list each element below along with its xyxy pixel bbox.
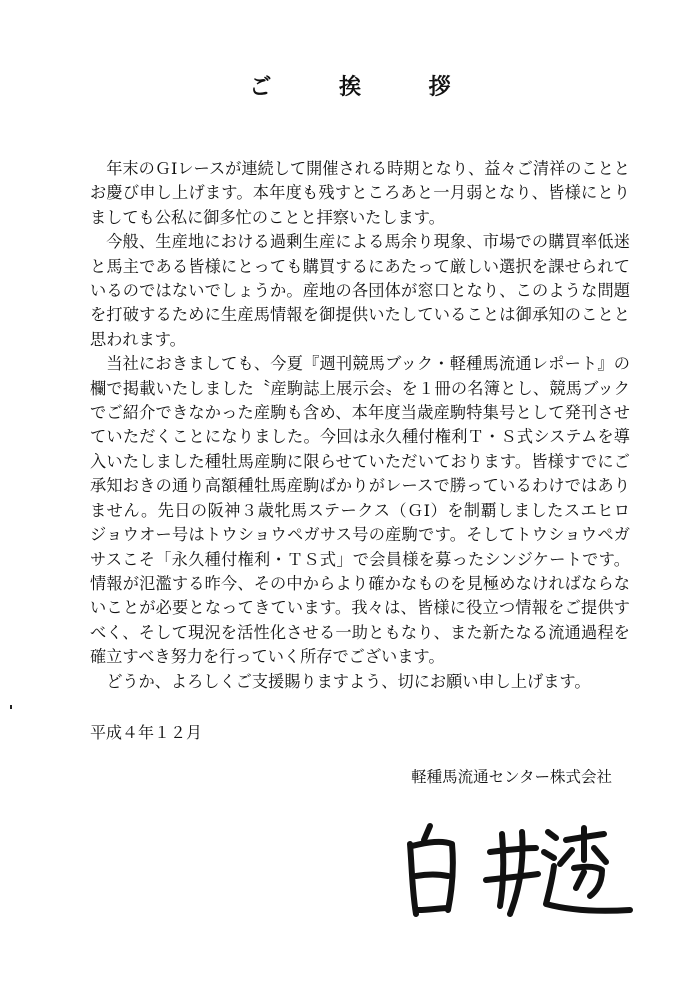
paragraph-4: どうか、よろしくご支援賜りますよう、切にお願い申し上げます。 (106, 671, 591, 691)
paragraph-2: 今般、生産地における過剰生産による馬余り現象、市場での購買率低迷と馬主である皆様にとっても購買するにあたって厳しい選択を課せられているのではないでしょうか。産地の各団体が窓口となり、このような問題を打破するために生産馬情報を御提供いたしていることは御承知のことと思われます。 (90, 232, 630, 349)
letter-title: ご 挨 拶 (249, 74, 481, 100)
paragraph-1: 年末のＧⅠレースが連続して開催される時期となり、益々ご清祥のこととお慶び申し上げます。本年度も残すところあと一月弱となり、皆様にとりましても公私に御多忙のことと拝察いたします。 (90, 159, 630, 227)
letter-body (90, 157, 630, 694)
handwritten-signature (398, 818, 638, 928)
letter-date: 平成４年１２月 (90, 723, 203, 742)
paragraph-3: 当社におきましても、今夏『週刊競馬ブック・軽種馬流通レポート』の欄で掲載いたしました〝産駒誌上展示会〟を１冊の名簿とし、競馬ブックでご紹介できなかった産駒も含め、本年度当歳産駒特集号として発刊させていただくことになりました。今回は永久種付権利Ｔ・Ｓ式システムを導入いたしました種牡馬産駒に限らせていただいております。皆様すでにご承知おきの通り高額種牡馬産駒ばかりがレースで勝っているわけではありません。先日の阪神３歳牝馬ステークス（ＧⅠ）を制覇しましたスエヒロジョウオー号はトウショウペガサス号の産駒です。そしてトウショウペガサスこそ「永久種付権利・ＴＳ式」で会員様を募ったシンジケートです。情報が氾濫する昨今、その中からより確かなものを見極めなければならないことが必要となってきています。我々は、皆様に役立つ情報をご提供すべく、そして現況を活性化させる一助ともなり、また新たなる流通過程を確立すべき努力を行っていく所存でございます。 (90, 354, 630, 667)
company-name: 軽種馬流通センター株式会社 (411, 768, 612, 786)
scan-speck (10, 705, 12, 709)
